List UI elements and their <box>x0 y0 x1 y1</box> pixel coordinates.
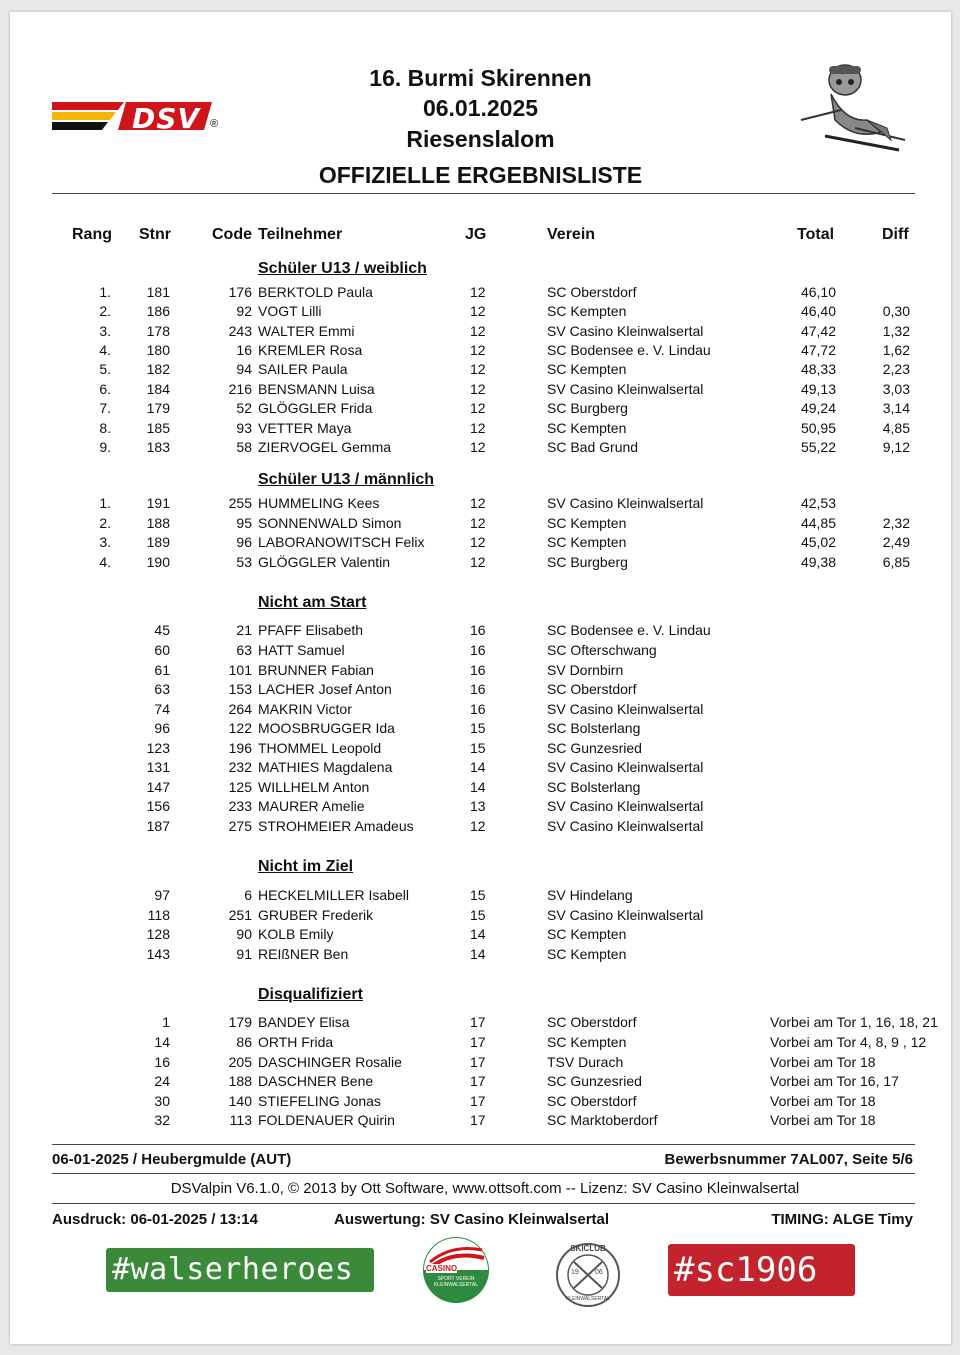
cell-stnr: 184 <box>146 381 170 397</box>
cell-verein: SC Bolsterlang <box>547 779 641 795</box>
cell-stnr: 45 <box>154 622 170 638</box>
cell-stnr: 183 <box>146 439 170 455</box>
cell-verein: SV Dornbirn <box>547 662 624 678</box>
cell-jg: 15 <box>470 740 486 756</box>
sc1906-logo <box>668 1244 855 1296</box>
cell-total: 49,24 <box>800 400 836 416</box>
cell-jg: 16 <box>470 662 486 678</box>
table-row <box>0 533 960 552</box>
cell-stnr: 96 <box>154 720 170 736</box>
cell-stnr: 131 <box>146 759 170 775</box>
walserheroes-logo <box>106 1248 374 1292</box>
cell-name: KOLB Emily <box>258 926 334 942</box>
table-row <box>0 283 960 302</box>
table-row <box>0 553 960 572</box>
cell-jg: 12 <box>470 381 486 397</box>
cell-jg: 12 <box>470 400 486 416</box>
discipline: Riesenslalom <box>406 126 555 152</box>
cell-code: 113 <box>229 1112 252 1128</box>
cell-jg: 12 <box>470 515 486 531</box>
table-row <box>0 817 960 836</box>
cell-name: LABORANOWITSCH Felix <box>258 534 425 550</box>
cell-jg: 12 <box>470 323 486 339</box>
cell-stnr: 180 <box>146 342 170 358</box>
cell-stnr: 97 <box>154 887 170 903</box>
col-total: Total <box>797 226 835 243</box>
cell-code: 58 <box>236 439 252 455</box>
table-row <box>0 1092 960 1111</box>
cell-diff: 2,23 <box>882 361 910 377</box>
walserheroes-text: #walserheroes <box>112 1252 354 1287</box>
event-location: 06-01-2025 / Heubergmulde (AUT) <box>52 1151 292 1168</box>
cell-code: 101 <box>228 662 252 678</box>
cell-code: 188 <box>228 1073 252 1089</box>
list-title: OFFIZIELLE ERGEBNISLISTE <box>318 162 643 188</box>
table-row <box>0 797 960 816</box>
table-row <box>0 399 960 418</box>
footer-divider-top <box>52 1144 915 1145</box>
skiclub-year-right: 06 <box>595 1269 603 1276</box>
cell-stnr: 61 <box>154 662 170 678</box>
table-row <box>0 680 960 699</box>
cell-name: STIEFELING Jonas <box>258 1093 381 1109</box>
table-row <box>0 1072 960 1091</box>
cell-total: 48,33 <box>800 361 836 377</box>
section-title: Schüler U13 / männlich <box>258 471 435 488</box>
cell-name: FOLDENAUER Quirin <box>258 1112 395 1128</box>
cell-rang: 6. <box>99 381 111 397</box>
cell-name: REIßNER Ben <box>258 946 349 962</box>
cell-jg: 17 <box>470 1093 486 1109</box>
table-row <box>0 438 960 457</box>
cell-jg: 14 <box>470 779 486 795</box>
cell-stnr: 186 <box>146 303 170 319</box>
table-row <box>0 719 960 738</box>
cell-jg: 15 <box>470 720 486 736</box>
cell-verein: SC Bodensee e. V. Lindau <box>547 342 711 358</box>
cell-name: SAILER Paula <box>258 361 348 377</box>
cell-verein: SV Casino Kleinwalsertal <box>547 701 704 717</box>
cell-jg: 16 <box>470 701 486 717</box>
skiclub-year-left: 19 <box>571 1269 579 1276</box>
cell-code: 216 <box>228 381 252 397</box>
cell-rang: 8. <box>99 420 111 436</box>
cell-total: 42,53 <box>800 495 836 511</box>
cell-code: 176 <box>228 284 252 300</box>
cell-code: 196 <box>228 740 252 756</box>
casino-sportverein-logo <box>422 1236 490 1304</box>
cell-stnr: 74 <box>154 701 170 717</box>
cell-rang: 3. <box>99 534 111 550</box>
cell-jg: 17 <box>470 1034 486 1050</box>
cell-jg: 12 <box>470 342 486 358</box>
cell-stnr: 185 <box>146 420 170 436</box>
cell-code: 125 <box>228 779 252 795</box>
table-row <box>0 906 960 925</box>
cell-rang: 3. <box>99 323 111 339</box>
cell-code: 243 <box>228 323 252 339</box>
cell-rang: 9. <box>99 439 111 455</box>
cell-total: 46,10 <box>800 284 836 300</box>
table-row <box>0 360 960 379</box>
col-rang: Rang <box>72 226 112 243</box>
table-row <box>0 739 960 758</box>
cell-jg: 17 <box>470 1014 486 1030</box>
cell-diff: 4,85 <box>882 420 910 436</box>
section-title: Nicht im Ziel <box>258 858 354 875</box>
cell-code: 122 <box>228 720 252 736</box>
cell-code: 96 <box>236 534 252 550</box>
cell-total: 49,38 <box>800 554 836 570</box>
cell-verein: SV Casino Kleinwalsertal <box>547 381 704 397</box>
cell-diff: 0,30 <box>882 303 910 319</box>
table-row <box>0 886 960 905</box>
cell-name: HUMMELING Kees <box>258 495 380 511</box>
cell-code: 63 <box>236 642 252 658</box>
cell-verein: SV Casino Kleinwalsertal <box>547 759 704 775</box>
cell-total: 45,02 <box>800 534 836 550</box>
cell-name: DASCHNER Bene <box>258 1073 374 1089</box>
cell-diff: 6,85 <box>882 554 910 570</box>
cell-code: 6 <box>244 887 252 903</box>
competition-number: Bewerbsnummer 7AL007, Seite 5/6 <box>664 1151 913 1168</box>
table-row <box>0 621 960 640</box>
table-row <box>0 494 960 513</box>
cell-diff: 2,49 <box>882 534 910 550</box>
cell-verein: SV Casino Kleinwalsertal <box>547 323 704 339</box>
cell-jg: 12 <box>470 303 486 319</box>
event-date: 06.01.2025 <box>422 95 539 121</box>
cell-stnr: 24 <box>154 1073 170 1089</box>
cell-code: 16 <box>236 342 252 358</box>
casino-text: CASINO <box>426 1264 458 1273</box>
cell-name: VOGT Lilli <box>258 303 322 319</box>
cell-code: 94 <box>236 361 252 377</box>
cell-note: Vorbei am Tor 1, 16, 18, 21 <box>770 1014 938 1030</box>
cell-stnr: 190 <box>146 554 170 570</box>
table-row <box>0 945 960 964</box>
cell-jg: 17 <box>470 1054 486 1070</box>
cell-stnr: 1 <box>162 1014 170 1030</box>
timing-device: TIMING: ALGE Timy <box>771 1211 913 1228</box>
cell-stnr: 30 <box>154 1093 170 1109</box>
cell-rang: 4. <box>99 342 111 358</box>
cell-name: WALTER Emmi <box>258 323 355 339</box>
cell-verein: SC Kempten <box>547 303 627 319</box>
cell-rang: 2. <box>99 515 111 531</box>
cell-stnr: 118 <box>147 907 170 923</box>
cell-code: 93 <box>236 420 252 436</box>
cell-stnr: 32 <box>154 1112 170 1128</box>
cell-verein: SV Casino Kleinwalsertal <box>547 907 704 923</box>
dsv-logo-text: DSV <box>132 102 201 135</box>
cell-name: STROHMEIER Amadeus <box>258 818 414 834</box>
cell-stnr: 147 <box>146 779 170 795</box>
cell-jg: 16 <box>470 681 486 697</box>
cell-jg: 12 <box>470 284 486 300</box>
cell-name: GLÖGGLER Frida <box>258 400 373 416</box>
table-row <box>0 302 960 321</box>
cell-rang: 4. <box>99 554 111 570</box>
cell-total: 55,22 <box>800 439 836 455</box>
cell-diff: 9,12 <box>882 439 910 455</box>
table-row <box>0 1111 960 1130</box>
cell-code: 264 <box>228 701 252 717</box>
cell-verein: SC Bodensee e. V. Lindau <box>547 622 711 638</box>
evaluation-club: Auswertung: SV Casino Kleinwalsertal <box>334 1211 610 1228</box>
cell-code: 232 <box>228 759 252 775</box>
col-jg: JG <box>465 226 487 243</box>
cell-stnr: 14 <box>154 1034 170 1050</box>
cell-jg: 12 <box>470 495 486 511</box>
cell-verein: SC Bad Grund <box>547 439 639 455</box>
cell-name: BRUNNER Fabian <box>258 662 374 678</box>
cell-note: Vorbei am Tor 18 <box>770 1054 876 1070</box>
cell-name: HATT Samuel <box>258 642 345 658</box>
cell-name: WILLHELM Anton <box>258 779 370 795</box>
cell-name: THOMMEL Leopold <box>258 740 382 756</box>
skiclub-bottom-text: KLEINWALSERTAL <box>565 1296 611 1302</box>
printout-time: Ausdruck: 06-01-2025 / 13:14 <box>52 1211 258 1228</box>
cell-stnr: 128 <box>146 926 170 942</box>
cell-jg: 16 <box>470 642 486 658</box>
section-title: Nicht am Start <box>258 594 367 611</box>
col-teilnehmer: Teilnehmer <box>258 226 343 243</box>
table-row <box>0 341 960 360</box>
footer-divider-mid <box>52 1173 915 1174</box>
cell-code: 95 <box>236 515 252 531</box>
cell-code: 53 <box>236 554 252 570</box>
cell-code: 91 <box>236 946 252 962</box>
cell-total: 50,95 <box>800 420 836 436</box>
cell-name: BERKTOLD Paula <box>258 284 373 300</box>
table-row <box>0 778 960 797</box>
cell-diff: 1,32 <box>882 323 910 339</box>
cell-jg: 12 <box>470 439 486 455</box>
table-row <box>0 1033 960 1052</box>
cell-code: 90 <box>236 926 252 942</box>
col-code: Code <box>212 226 252 243</box>
cell-verein: SC Ofterschwang <box>547 642 657 658</box>
cell-verein: SV Casino Kleinwalsertal <box>547 818 704 834</box>
cell-code: 153 <box>228 681 252 697</box>
table-row <box>0 758 960 777</box>
cell-stnr: 156 <box>146 798 170 814</box>
cell-rang: 7. <box>99 400 111 416</box>
cell-total: 47,42 <box>800 323 836 339</box>
software-credit: DSValpin V6.1.0, © 2013 by Ott Software, www.ottsoft.com -- Lizenz: SV Casino Kleinwalsertal <box>170 1180 800 1197</box>
table-row <box>0 661 960 680</box>
cell-jg: 17 <box>470 1112 486 1128</box>
col-verein: Verein <box>547 226 596 243</box>
cell-verein: SC Gunzesried <box>547 740 642 756</box>
cell-verein: SV Hindelang <box>547 887 633 903</box>
cell-stnr: 188 <box>146 515 170 531</box>
cell-stnr: 189 <box>146 534 170 550</box>
table-row <box>0 322 960 341</box>
cell-verein: SC Bolsterlang <box>547 720 641 736</box>
col-stnr: Stnr <box>139 226 171 243</box>
table-row <box>0 700 960 719</box>
cell-jg: 15 <box>470 907 486 923</box>
cell-verein: SC Oberstdorf <box>547 284 637 300</box>
cell-diff: 1,62 <box>882 342 910 358</box>
cell-verein: SV Casino Kleinwalsertal <box>547 495 704 511</box>
cell-verein: SC Oberstdorf <box>547 1014 637 1030</box>
cell-total: 44,85 <box>800 515 836 531</box>
cell-verein: SC Kempten <box>547 515 627 531</box>
cell-code: 92 <box>236 303 252 319</box>
cell-code: 255 <box>228 495 252 511</box>
cell-verein: SC Kempten <box>547 946 627 962</box>
cell-code: 86 <box>236 1034 252 1050</box>
cell-note: Vorbei am Tor 4, 8, 9 , 12 <box>770 1034 927 1050</box>
cell-total: 46,40 <box>800 303 836 319</box>
cell-stnr: 179 <box>146 400 170 416</box>
cell-verein: SV Casino Kleinwalsertal <box>547 798 704 814</box>
cell-code: 52 <box>236 400 252 416</box>
cell-jg: 17 <box>470 1073 486 1089</box>
cell-verein: SC Kempten <box>547 926 627 942</box>
cell-verein: SC Kempten <box>547 420 627 436</box>
cell-name: BENSMANN Luisa <box>258 381 375 397</box>
cell-name: GRUBER Frederik <box>258 907 374 923</box>
cell-code: 179 <box>228 1014 252 1030</box>
cell-name: DASCHINGER Rosalie <box>258 1054 402 1070</box>
section-title: Disqualifiziert <box>258 986 363 1003</box>
cell-verein: SC Oberstdorf <box>547 1093 637 1109</box>
cell-name: LACHER Josef Anton <box>258 681 392 697</box>
sc1906-text: #sc1906 <box>674 1250 818 1290</box>
cell-stnr: 191 <box>146 495 170 511</box>
cell-total: 49,13 <box>800 381 836 397</box>
cell-name: MAKRIN Victor <box>258 701 352 717</box>
event-title: 16. Burmi Skirennen <box>369 65 592 91</box>
cell-stnr: 123 <box>146 740 170 756</box>
cell-jg: 14 <box>470 759 486 775</box>
cell-stnr: 16 <box>154 1054 170 1070</box>
cell-stnr: 143 <box>146 946 170 962</box>
cell-verein: SC Kempten <box>547 534 627 550</box>
table-row <box>0 925 960 944</box>
cell-rang: 5. <box>99 361 111 377</box>
cell-code: 233 <box>228 798 252 814</box>
table-row <box>0 380 960 399</box>
cell-name: KREMLER Rosa <box>258 342 363 358</box>
cell-code: 140 <box>228 1093 252 1109</box>
cell-jg: 14 <box>470 926 486 942</box>
cell-verein: SC Gunzesried <box>547 1073 642 1089</box>
cell-diff: 2,32 <box>882 515 910 531</box>
section-title: Schüler U13 / weiblich <box>258 260 427 277</box>
cell-verein: SC Kempten <box>547 1034 627 1050</box>
table-row <box>0 1013 960 1032</box>
cell-verein: SC Marktoberdorf <box>547 1112 658 1128</box>
cell-note: Vorbei am Tor 18 <box>770 1093 876 1109</box>
casino-subtext: SPORT VEREIN KLEINWALSERTAL <box>433 1276 479 1288</box>
cell-stnr: 178 <box>146 323 170 339</box>
cell-code: 275 <box>228 818 252 834</box>
cell-name: ORTH Frida <box>258 1034 334 1050</box>
cell-jg: 12 <box>470 361 486 377</box>
cell-jg: 12 <box>470 818 486 834</box>
cell-stnr: 187 <box>146 818 170 834</box>
cell-name: HECKELMILLER Isabell <box>258 887 409 903</box>
cell-diff: 3,03 <box>882 381 910 397</box>
cell-code: 205 <box>228 1054 252 1070</box>
table-row <box>0 514 960 533</box>
cell-rang: 1. <box>99 284 111 300</box>
cell-jg: 16 <box>470 622 486 638</box>
cell-verein: SC Burgberg <box>547 400 628 416</box>
footer-divider-bottom <box>52 1203 915 1204</box>
table-row <box>0 1053 960 1072</box>
cell-note: Vorbei am Tor 18 <box>770 1112 876 1128</box>
cell-rang: 1. <box>99 495 111 511</box>
table-row <box>0 419 960 438</box>
cell-stnr: 60 <box>154 642 170 658</box>
cell-name: MAURER Amelie <box>258 798 365 814</box>
header-divider <box>52 193 915 194</box>
cell-note: Vorbei am Tor 16, 17 <box>770 1073 899 1089</box>
cell-verein: SC Burgberg <box>547 554 628 570</box>
col-diff: Diff <box>882 226 909 243</box>
cell-name: MOOSBRUGGER Ida <box>258 720 395 736</box>
table-row <box>0 641 960 660</box>
cell-verein: TSV Durach <box>547 1054 624 1070</box>
cell-stnr: 182 <box>146 361 170 377</box>
cell-jg: 12 <box>470 534 486 550</box>
cell-jg: 12 <box>470 554 486 570</box>
cell-verein: SC Kempten <box>547 361 627 377</box>
cell-stnr: 181 <box>146 284 170 300</box>
cell-jg: 12 <box>470 420 486 436</box>
cell-name: BANDEY Elisa <box>258 1014 350 1030</box>
cell-jg: 15 <box>470 887 486 903</box>
cell-name: SONNENWALD Simon <box>258 515 402 531</box>
cell-verein: SC Oberstdorf <box>547 681 637 697</box>
cell-name: VETTER Maya <box>258 420 352 436</box>
cell-diff: 3,14 <box>882 400 910 416</box>
cell-name: GLÖGGLER Valentin <box>258 554 391 570</box>
cell-name: PFAFF Elisabeth <box>258 622 364 638</box>
cell-rang: 2. <box>99 303 111 319</box>
cell-name: MATHIES Magdalena <box>258 759 393 775</box>
cell-code: 251 <box>228 907 252 923</box>
cell-total: 47,72 <box>800 342 836 358</box>
cell-jg: 13 <box>470 798 486 814</box>
skiclub-kleinwalsertal-seal <box>554 1242 622 1308</box>
skiclub-text: SKICLUB <box>570 1244 606 1253</box>
cell-name: ZIERVOGEL Gemma <box>258 439 392 455</box>
cell-jg: 14 <box>470 946 486 962</box>
cell-stnr: 63 <box>154 681 170 697</box>
cell-code: 21 <box>236 622 252 638</box>
registered-mark: ® <box>210 118 219 130</box>
